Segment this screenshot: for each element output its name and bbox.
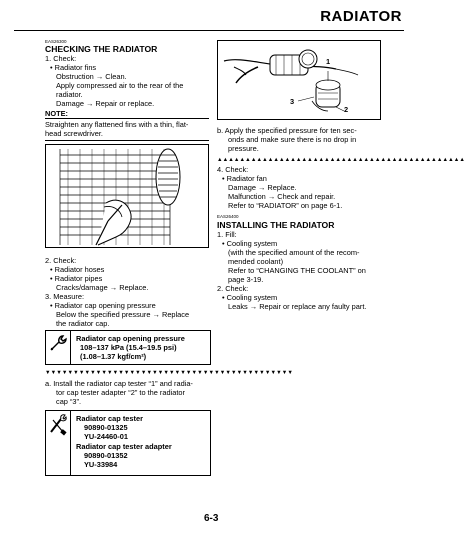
section-heading: INSTALLING THE RADIATOR: [217, 220, 335, 230]
step-label: 2. Check:: [45, 256, 77, 265]
body-text: Apply compressed air to the rear of the: [56, 81, 184, 90]
tool-name: Radiator cap tester: [76, 414, 143, 423]
body-text: onds and make sure there is no drop in: [228, 135, 357, 144]
bullet-item: • Radiator cap opening pressure: [50, 301, 156, 310]
tool-name: Radiator cap tester adapter: [76, 442, 172, 451]
body-text: mended coolant): [228, 257, 284, 266]
body-text: radiator.: [56, 90, 83, 99]
body-text: page 3-19.: [228, 275, 264, 284]
step-label: 4. Check:: [217, 165, 249, 174]
bullet-item: • Cooling system: [222, 293, 278, 302]
spec-value: (1.08–1.37 kgf/cm²): [80, 352, 147, 361]
tool-icon-cell: [46, 411, 71, 475]
cap-tester-figure: [217, 40, 381, 120]
body-text: Leaks → Repair or replace any faulty part.: [228, 302, 367, 311]
tool-box: [45, 410, 211, 476]
body-text: tor cap tester adapter “2” to the radiator: [56, 388, 185, 397]
bullet-item: • Radiator hoses: [50, 265, 105, 274]
body-text: Obstruction → Clean.: [56, 72, 127, 81]
bullet-item: • Radiator fins: [50, 63, 97, 72]
callout-3: 3: [290, 97, 295, 106]
body-text: (with the specified amount of the recom-: [228, 248, 360, 257]
page-title: RADIATOR: [320, 8, 402, 25]
step-label: 3. Measure:: [45, 292, 85, 301]
callout-1: 1: [326, 57, 331, 66]
body-text: Cracks/damage → Replace.: [56, 283, 149, 292]
body-text: Refer to “CHANGING THE COOLANT” on: [228, 266, 366, 275]
note-rule: [45, 118, 209, 119]
step-label: 1. Fill:: [217, 230, 237, 239]
tool-number: 90890-01352: [84, 451, 128, 460]
body-text: Damage → Replace.: [228, 183, 297, 192]
body-text: cap “3”.: [56, 397, 82, 406]
bullet-item: • Radiator pipes: [50, 274, 103, 283]
step-label: 1. Check:: [45, 54, 77, 63]
body-text: a. Install the radiator cap tester “1” and radia-: [45, 379, 193, 388]
body-text: Malfunction → Check and repair.: [228, 192, 336, 201]
body-text: Below the specified pressure → Replace: [56, 310, 190, 319]
note-label: NOTE:: [45, 109, 68, 118]
step-label: 2. Check:: [217, 284, 249, 293]
spec-box: [45, 330, 211, 365]
body-text: pressure.: [228, 144, 259, 153]
bullet-item: • Cooling system: [222, 239, 278, 248]
section-code: EAS26300: [45, 39, 67, 44]
spec-title: Radiator cap opening pressure: [76, 334, 185, 343]
body-text: Damage → Repair or replace.: [56, 99, 155, 108]
wrench-icon: [48, 333, 68, 353]
section-heading: CHECKING THE RADIATOR: [45, 44, 158, 54]
note-text: head screwdriver.: [45, 129, 103, 138]
body-text: Refer to “RADIATOR” on page 6-1.: [228, 201, 343, 210]
warning-triangles: ▲▲▲▲▲▲▲▲▲▲▲▲▲▲▲▲▲▲▲▲▲▲▲▲▲▲▲▲▲▲▲▲▲▲▲▲▲▲▲▲▲▲▲▲: [217, 157, 465, 163]
note-text: Straighten any flattened fins with a thin, flat-: [45, 120, 189, 129]
body-text: b. Apply the specified pressure for ten sec-: [217, 126, 357, 135]
spec-icon-cell: [46, 331, 71, 364]
tool-number: 90890-01325: [84, 423, 128, 432]
body-text: the radiator cap.: [56, 319, 110, 328]
spec-value: 108–137 kPa (15.4–19.5 psi): [80, 343, 177, 352]
wrench-screwdriver-icon: [48, 413, 68, 435]
note-rule: [45, 140, 209, 141]
warning-triangles: ▼▼▼▼▼▼▼▼▼▼▼▼▼▼▼▼▼▼▼▼▼▼▼▼▼▼▼▼▼▼▼▼▼▼▼▼▼▼▼▼▼▼▼▼: [45, 370, 294, 376]
tool-number: YU-24460-01: [84, 432, 128, 441]
callout-2: 2: [344, 105, 349, 114]
tool-number: YU-33984: [84, 460, 118, 469]
page-number: 6-3: [204, 513, 219, 524]
bullet-item: • Radiator fan: [222, 174, 267, 183]
section-code: EAS26400: [217, 214, 239, 219]
radiator-fins-figure: [45, 144, 209, 248]
header-rule: [14, 30, 404, 31]
